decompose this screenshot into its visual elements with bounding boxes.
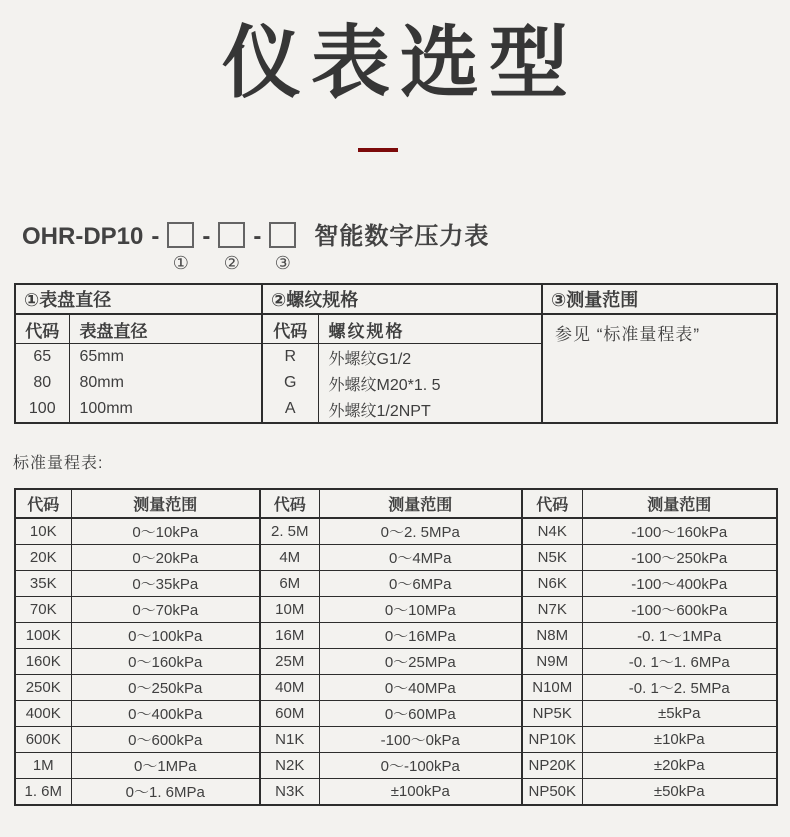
code-cell: 60M — [260, 701, 319, 727]
box-number-2: ② — [223, 253, 240, 273]
page-title: 仪表选型 — [222, 18, 578, 107]
value-cell: 65mm — [79, 348, 124, 365]
range-cell: ±100kPa — [319, 779, 522, 806]
range-cell: 0～100kPa — [71, 623, 260, 649]
range-cell: -100～400kPa — [582, 571, 777, 597]
code-cell: NP20K — [522, 753, 582, 779]
range-cell: -100～600kPa — [582, 597, 777, 623]
code-cell: 6M — [260, 571, 319, 597]
value-cell: 外螺纹G1/2 — [328, 350, 412, 368]
section-title-row — [15, 284, 777, 314]
range-cell: 0～20kPa — [71, 545, 260, 571]
range-cell: 0～-100kPa — [319, 753, 522, 779]
table-row — [15, 727, 777, 753]
table-row — [15, 518, 777, 545]
header-cell: 代码 — [260, 489, 319, 518]
code-cell: NP50K — [522, 779, 582, 806]
selection-table — [14, 283, 778, 424]
range-cell: 0～10MPa — [319, 597, 522, 623]
range-table-body — [15, 518, 777, 805]
code-cell: 2. 5M — [260, 518, 319, 545]
model-separator: - — [202, 223, 211, 250]
column-header-code: 代码 — [15, 314, 69, 344]
code-cell: N9M — [522, 649, 582, 675]
code-cell: N5K — [522, 545, 582, 571]
range-cell: ±50kPa — [582, 779, 777, 806]
code-cell: N8M — [522, 623, 582, 649]
section-title-thread: ②螺纹规格 — [262, 284, 542, 314]
table-row — [15, 753, 777, 779]
model-option-box-2 — [218, 222, 245, 248]
code-cell: 4M — [260, 545, 319, 571]
subheader-row — [15, 314, 777, 344]
header-cell: 测量范围 — [71, 489, 260, 518]
model-box-group-1 — [167, 222, 194, 272]
range-table-label: 标准量程表: — [13, 455, 104, 472]
code-cell: 25M — [260, 649, 319, 675]
range-cell: 0～70kPa — [71, 597, 260, 623]
code-cell: 400K — [15, 701, 71, 727]
range-cell: 0～16MPa — [319, 623, 522, 649]
table-row — [15, 779, 777, 806]
code-cell: 40M — [260, 675, 319, 701]
model-suffix: 智能数字压力表 — [314, 223, 490, 250]
range-cell: 0～35kPa — [71, 571, 260, 597]
code-cell: 100K — [15, 623, 71, 649]
value-cell: 外螺纹M20*1. 5 — [328, 376, 441, 394]
code-cell: 160K — [15, 649, 71, 675]
column-header-dial: 表盘直径 — [69, 314, 262, 344]
range-cell: ±5kPa — [582, 701, 777, 727]
range-cell: 0～250kPa — [71, 675, 260, 701]
header-cell: 测量范围 — [582, 489, 777, 518]
range-cell: 0～160kPa — [71, 649, 260, 675]
code-cell: 600K — [15, 727, 71, 753]
model-code-line — [22, 222, 489, 272]
range-cell: 0～1. 6MPa — [71, 779, 260, 806]
code-cell: 100 — [15, 396, 69, 423]
box-number-1: ① — [172, 253, 189, 273]
model-prefix: OHR-DP10 — [22, 223, 144, 250]
range-cell: -0. 1～1. 6MPa — [582, 649, 777, 675]
header-cell: 代码 — [15, 489, 71, 518]
model-separator: - — [253, 223, 262, 250]
code-cell: 70K — [15, 597, 71, 623]
code-cell: 250K — [15, 675, 71, 701]
code-cell: 35K — [15, 571, 71, 597]
code-cell: N7K — [522, 597, 582, 623]
code-cell: A — [262, 396, 318, 423]
code-cell: N10M — [522, 675, 582, 701]
code-cell: 10K — [15, 518, 71, 545]
code-cell: 16M — [260, 623, 319, 649]
column-header-thread: 螺纹规格 — [318, 314, 542, 344]
range-cell: -100～0kPa — [319, 727, 522, 753]
code-cell: 65 — [15, 344, 69, 371]
range-cell: 0～1MPa — [71, 753, 260, 779]
range-table-header-row — [15, 489, 777, 518]
range-cell: 0～60MPa — [319, 701, 522, 727]
code-cell: R — [262, 344, 318, 371]
range-cell: -0. 1～1MPa — [582, 623, 777, 649]
code-cell: N3K — [260, 779, 319, 806]
box-number-3: ③ — [274, 253, 291, 273]
code-cell: NP5K — [522, 701, 582, 727]
table-row — [15, 675, 777, 701]
table-row — [15, 545, 777, 571]
title-underline — [358, 148, 398, 152]
section-title-range: ③测量范围 — [542, 284, 777, 314]
range-cell: 0～400kPa — [71, 701, 260, 727]
model-option-box-1 — [167, 222, 194, 248]
code-cell: N1K — [260, 727, 319, 753]
model-separator: - — [151, 223, 160, 250]
code-cell: G — [262, 370, 318, 396]
code-cell: 80 — [15, 370, 69, 396]
range-cell: 0～600kPa — [71, 727, 260, 753]
value-cell: 外螺纹1/2NPT — [328, 402, 431, 420]
range-cell: 0～40MPa — [319, 675, 522, 701]
range-cell: 0～2. 5MPa — [319, 518, 522, 545]
model-box-group-3 — [269, 222, 296, 272]
range-cell: 0～6MPa — [319, 571, 522, 597]
table-row — [15, 649, 777, 675]
code-cell: N2K — [260, 753, 319, 779]
range-cell: -0. 1～2. 5MPa — [582, 675, 777, 701]
range-cell: -100～250kPa — [582, 545, 777, 571]
code-cell: N6K — [522, 571, 582, 597]
range-cell: 0～4MPa — [319, 545, 522, 571]
code-cell: N4K — [522, 518, 582, 545]
model-option-box-3 — [269, 222, 296, 248]
section-title-dial: ①表盘直径 — [15, 284, 262, 314]
model-box-group-2 — [218, 222, 245, 272]
code-cell: NP10K — [522, 727, 582, 753]
range-cell: ±10kPa — [582, 727, 777, 753]
code-cell: 10M — [260, 597, 319, 623]
range-cell: 0～10kPa — [71, 518, 260, 545]
code-cell: 1M — [15, 753, 71, 779]
range-cell: ±20kPa — [582, 753, 777, 779]
note-cell: 参见 “标准量程表” — [542, 314, 777, 423]
code-cell: 1. 6M — [15, 779, 71, 806]
range-cell: 0～25MPa — [319, 649, 522, 675]
range-cell: -100～160kPa — [582, 518, 777, 545]
value-cell: 100mm — [79, 400, 133, 417]
range-table — [14, 488, 778, 806]
code-cell: 20K — [15, 545, 71, 571]
table-row — [15, 623, 777, 649]
column-header-code: 代码 — [262, 314, 318, 344]
table-row — [15, 701, 777, 727]
table-row — [15, 571, 777, 597]
header-cell: 测量范围 — [319, 489, 522, 518]
value-cell: 80mm — [79, 374, 124, 391]
header-cell: 代码 — [522, 489, 582, 518]
table-row — [15, 597, 777, 623]
